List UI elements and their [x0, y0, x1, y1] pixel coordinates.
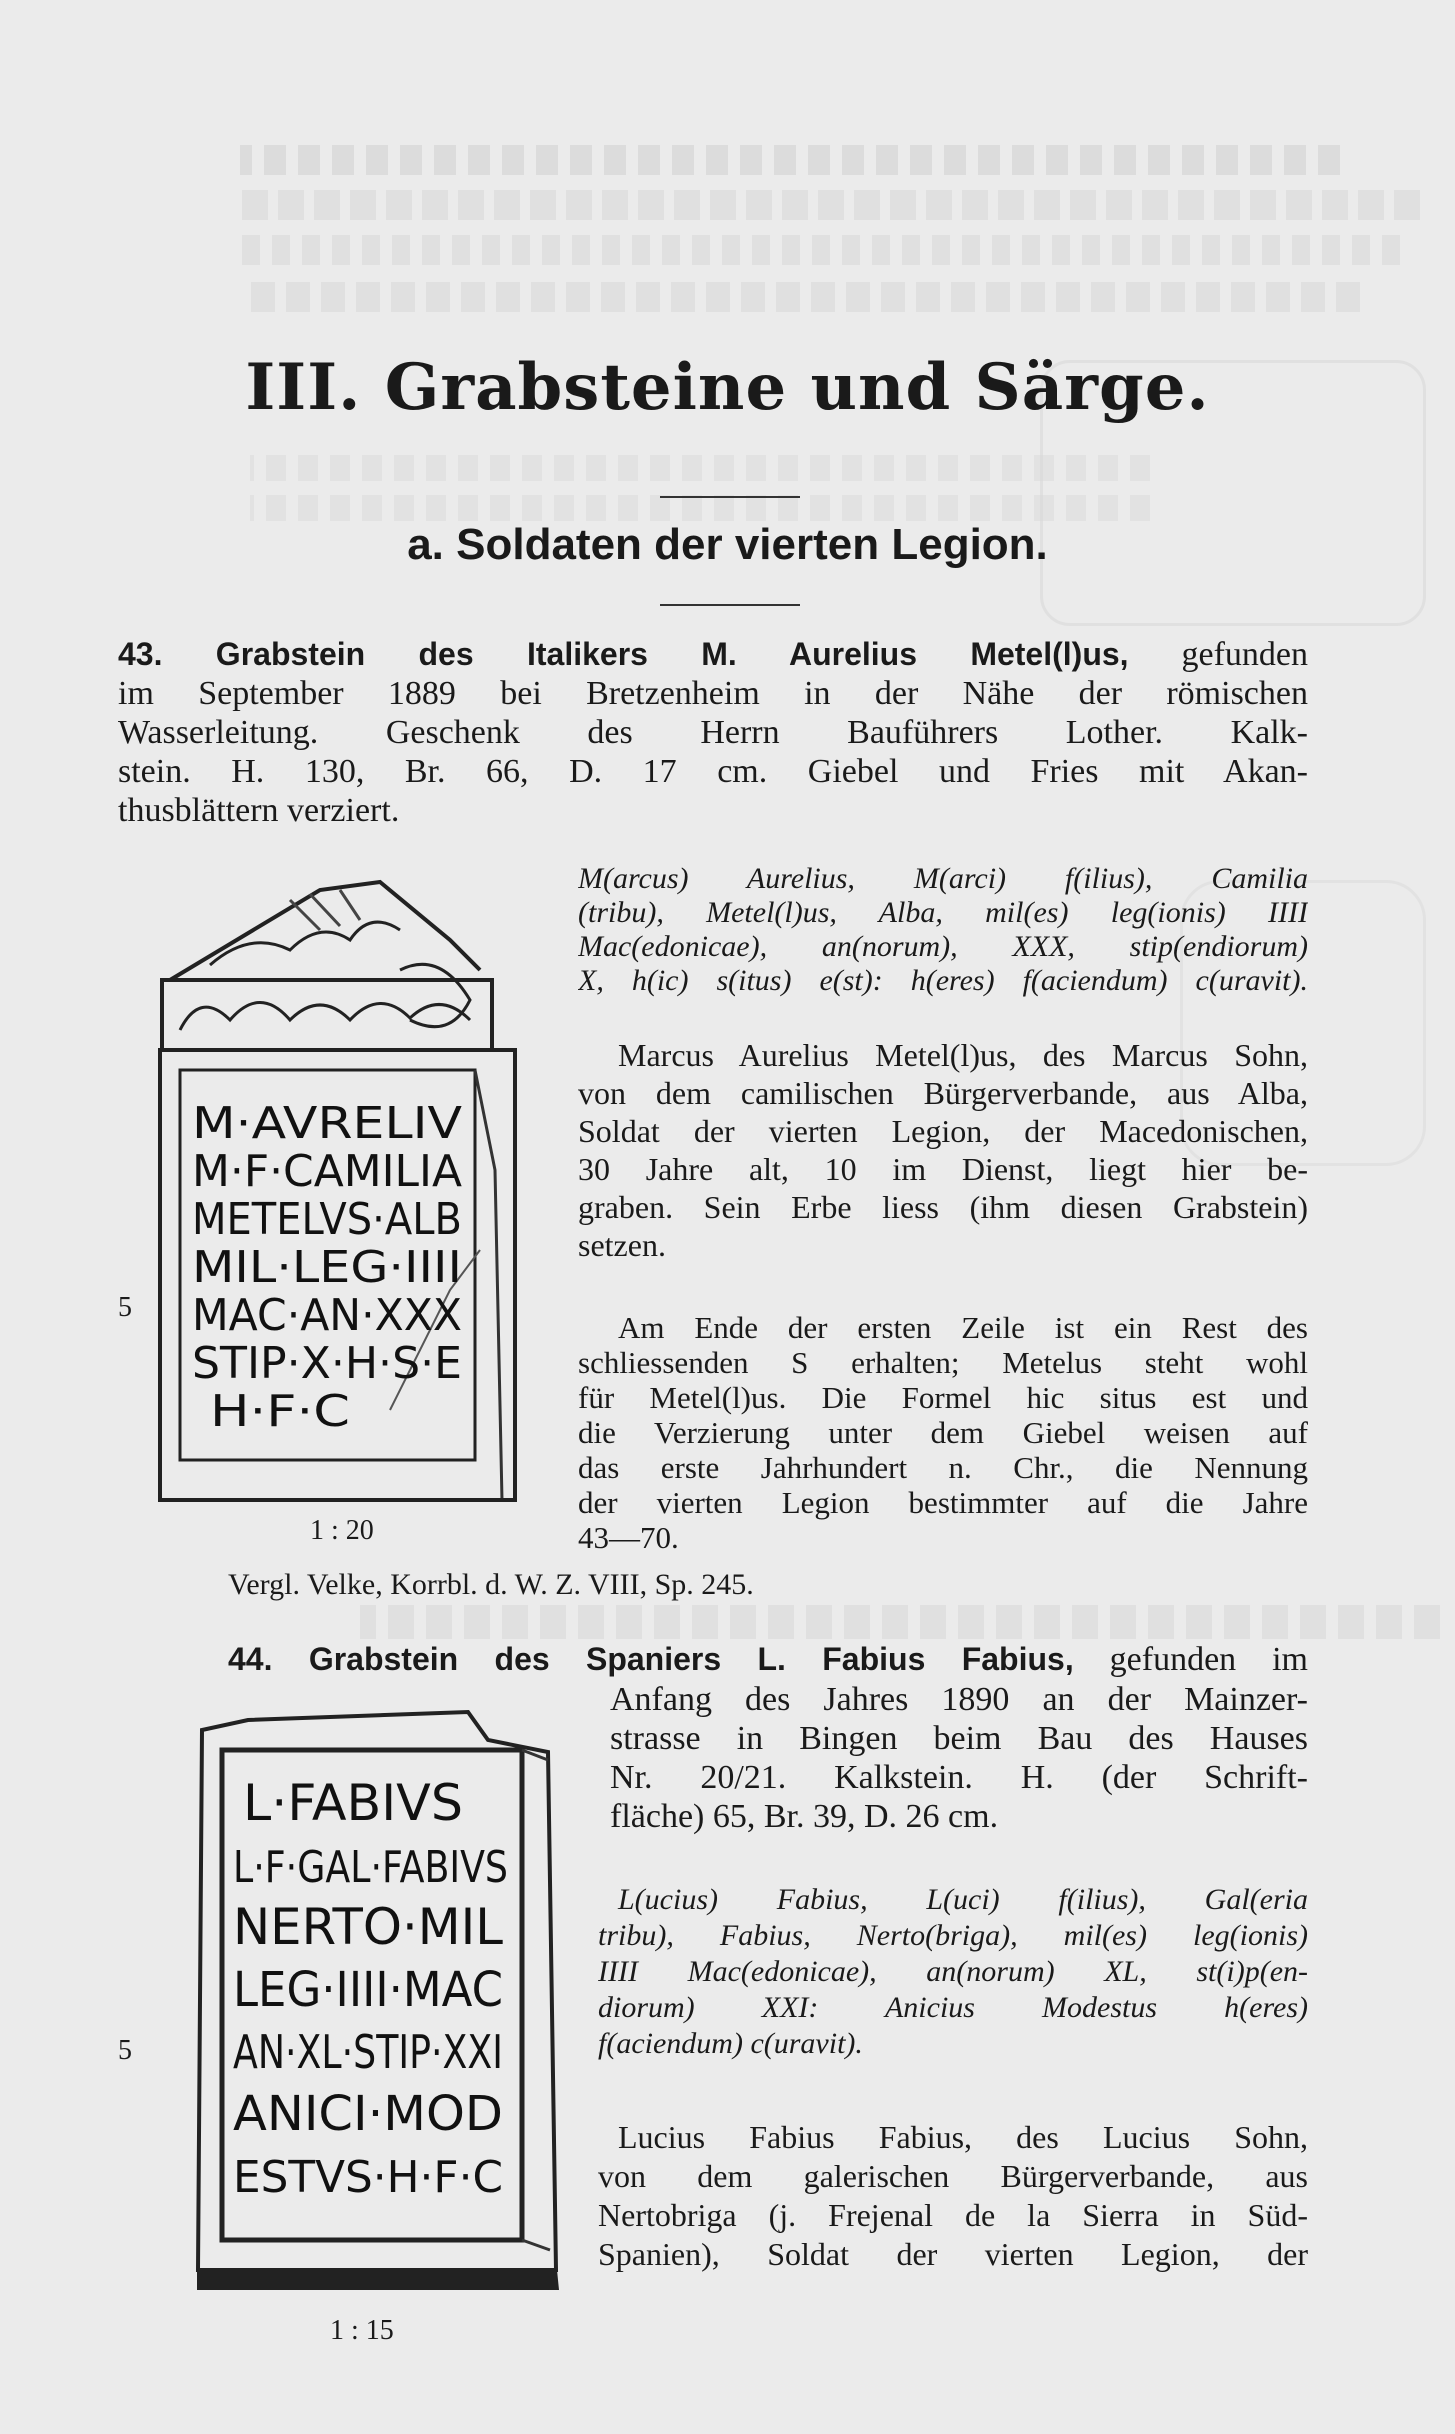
transcription-line: Mac(edonicae), an(norum), XXX, stip(endiorum): [578, 930, 1308, 963]
tombstone-44-line: L·FABIVS: [243, 1774, 463, 1832]
tombstone-44-line: ANICI·MOD: [233, 2086, 503, 2142]
entry-43-scale: 1 : 20: [310, 1515, 374, 1546]
tombstone-43-line: MAC·AN·XXX: [192, 1290, 462, 1341]
tombstone-43-line: MIL·LEG·IIII: [192, 1242, 462, 1293]
translation-line: Nertobriga (j. Frejenal de la Sierra in Süd-: [598, 2197, 1308, 2233]
entry-44-intro-line: fläche) 65, Br. 39, D. 26 cm.: [610, 1798, 999, 1835]
commentary-line: schliessenden S erhalten; Metelus steht wohl: [578, 1345, 1308, 1380]
transcription-line: L(ucius) Fabius, L(uci) f(ilius), Gal(eria: [618, 1883, 1308, 1916]
tombstone-43-line: H·F·C: [210, 1386, 350, 1437]
transcription-line: tribu), Fabius, Nerto(briga), mil(es) leg(ionis): [598, 1919, 1308, 1952]
entry-43-intro-line: im September 1889 bei Bretzenheim in der Nähe der römischen: [118, 675, 1308, 712]
translation-line: graben. Sein Erbe liess (ihm diesen Grabstein): [578, 1189, 1308, 1225]
tombstone-44-line: ESTVS·H·F·C: [233, 2152, 503, 2203]
entry-43-intro: [118, 635, 1308, 830]
tombstone-44-line: NERTO·MIL: [233, 1898, 504, 1956]
tombstone-44-line: LEG·IIII·MAC: [233, 1962, 503, 2018]
entry-43-line-marker: 5: [118, 1292, 132, 1323]
entry-43-intro-line: stein. H. 130, Br. 66, D. 17 cm. Giebel und Fries mit Akan-: [118, 753, 1308, 790]
transcription-line: M(arcus) Aurelius, M(arci) f(ilius), Camilia: [578, 862, 1308, 895]
tombstone-43-line: M·AVRELIV: [192, 1098, 462, 1149]
tombstone-43-line: METELVS·ALB: [192, 1194, 462, 1245]
entry-44-heading: [228, 1640, 1308, 1679]
translation-line: 30 Jahre alt, 10 im Dienst, liegt hier be-: [578, 1151, 1308, 1187]
translation-line: von dem galerischen Bürgerverbande, aus: [598, 2158, 1308, 2194]
title-divider: [660, 496, 800, 498]
commentary-line: das erste Jahrhundert n. Chr., die Nennung: [578, 1450, 1308, 1485]
translation-line: Lucius Fabius Fabius, des Lucius Sohn,: [618, 2119, 1308, 2155]
entry-43-reference: Vergl. Velke, Korrbl. d. W. Z. VIII, Sp. 245.: [228, 1568, 754, 1601]
translation-line: Spanien), Soldat der vierten Legion, der: [598, 2236, 1308, 2272]
entry-44-intro-line: Nr. 20/21. Kalkstein. H. (der Schrift-: [610, 1759, 1308, 1796]
tombstone-43-drawing: [150, 870, 570, 1510]
entry-44-transcription: [598, 1882, 1308, 2062]
entry-44-heading-block: [228, 1640, 1308, 1679]
commentary-line: der vierten Legion bestimmter auf die Jahre: [578, 1485, 1308, 1520]
entry-44-translation: [598, 2118, 1308, 2274]
transcription-line: f(aciendum) c(uravit).: [598, 2027, 863, 2060]
translation-line: Marcus Aurelius Metel(l)us, des Marcus Sohn,: [618, 1037, 1308, 1073]
transcription-line: IIII Mac(edonicae), an(norum) XL, st(i)p(en-: [598, 1955, 1308, 1988]
commentary-line: die Verzierung unter dem Giebel weisen auf: [578, 1415, 1308, 1450]
tombstone-43-line: STIP·X·H·S·E: [192, 1338, 462, 1389]
translation-line: setzen.: [578, 1227, 666, 1263]
entry-44-title: 44. Grabstein des Spaniers L. Fabius Fabius,: [228, 1641, 1074, 1677]
commentary-line: für Metel(l)us. Die Formel hic situs est und: [578, 1380, 1308, 1415]
entry-43-intro-line: Wasserleitung. Geschenk des Herrn Bauführers Lother. Kalk-: [118, 714, 1308, 751]
entry-43-intro-line: thusblättern verziert.: [118, 792, 400, 829]
entry-43-heading-rest: gefunden: [1181, 636, 1308, 673]
entry-44-intro-line: strasse in Bingen beim Bau des Hauses: [610, 1720, 1308, 1757]
entry-43-heading: [118, 635, 1308, 674]
tombstone-44-drawing: [188, 1690, 588, 2290]
transcription-line: (tribu), Metel(l)us, Alba, mil(es) leg(ionis) IIII: [578, 896, 1308, 929]
translation-line: von dem camilischen Bürgerverbande, aus Alba,: [578, 1075, 1308, 1111]
entry-44-scale: 1 : 15: [330, 2315, 394, 2346]
subsection-title: a. Soldaten der vierten Legion.: [407, 520, 1048, 569]
entry-43-commentary: [578, 1310, 1308, 1555]
translation-line: Soldat der vierten Legion, der Macedonischen,: [578, 1113, 1308, 1149]
entry-44-heading-rest: gefunden im: [1109, 1641, 1308, 1678]
tombstone-44-line: L·F·GAL·FABIVS: [233, 1842, 508, 1893]
entry-44-line-marker: 5: [118, 2035, 132, 2066]
entry-44-intro-line: Anfang des Jahres 1890 an der Mainzer-: [610, 1681, 1308, 1718]
section-title: III. Grabsteine und Särge.: [245, 350, 1210, 425]
subtitle-divider: [660, 604, 800, 606]
transcription-line: X, h(ic) s(itus) e(st): h(eres) f(aciendum) c(uravit).: [578, 964, 1308, 997]
entry-43-title: 43. Grabstein des Italikers M. Aurelius Metel(l)us,: [118, 636, 1129, 672]
entry-43-transcription: [578, 862, 1308, 998]
commentary-line: 43—70.: [578, 1520, 679, 1555]
transcription-line: diorum) XXI: Anicius Modestus h(eres): [598, 1991, 1308, 2024]
tombstone-43-line: M·F·CAMILIA: [192, 1146, 462, 1197]
tombstone-44-svg: [188, 1690, 588, 2290]
tombstone-43-svg: [150, 870, 570, 1510]
entry-43-translation: [578, 1036, 1308, 1264]
entry-44-intro: [610, 1680, 1308, 1836]
tombstone-44-line: AN·XL·STIP·XXI: [233, 2025, 503, 2079]
commentary-line: Am Ende der ersten Zeile ist ein Rest des: [618, 1310, 1308, 1345]
